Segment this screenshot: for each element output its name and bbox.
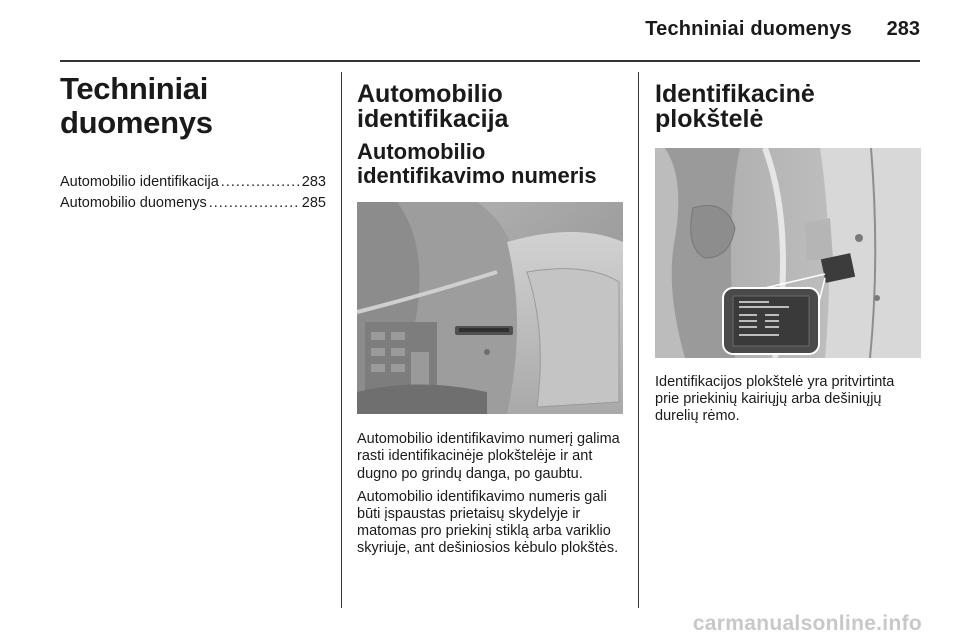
toc-item-label[interactable]: Automobilio duomenys [60,195,207,212]
toc-leader-dots [221,174,300,190]
page-number: 283 [886,18,920,40]
column-vehicle-identification [357,72,623,563]
identification-plate-photo [655,148,921,358]
chapter-title: Techniniai duomenys [60,71,213,141]
toc-item[interactable] [60,174,326,190]
column-toc [60,72,326,216]
toc-item[interactable] [60,195,326,211]
subsection-title: Automobilio identifikavimo numeris [357,139,597,189]
toc-item-label[interactable]: Automobilio identifikacija [60,174,219,191]
header-title: Techniniai duomenys [645,18,852,40]
paragraph: Identifikacijos plokštelė yra pritvirtinta prie priekinių kairiųjų arba dešiniųjų durelių rėmo. [655,374,895,425]
column-divider-2 [638,72,639,608]
watermark: carmanualsonline.info [692,612,922,635]
paragraph: Automobilio identifikavimo numerį galima rasti identifikacinėje plokštelėje ir ant dugno po grindų danga, po gaubtu. [357,431,620,482]
paragraph: Automobilio identifikavimo numeris gali būti įspaustas prietaisų skydelyje ir matomas pro priekinį stiklą arba variklio skyriuje, ant dešiniosios kėbulo plokštės. [357,488,619,557]
column-divider-1 [341,72,342,608]
toc-item-page[interactable]: 283 [301,174,326,191]
header-divider [60,60,920,62]
toc-leader-dots [209,195,300,211]
section-title: Automobilio identifikacija [357,80,509,133]
vin-location-photo [357,202,623,414]
section-title: Identifikacinė plokštelė [655,80,815,133]
column-identification-plate [655,72,921,431]
toc-item-page[interactable]: 285 [301,195,326,212]
